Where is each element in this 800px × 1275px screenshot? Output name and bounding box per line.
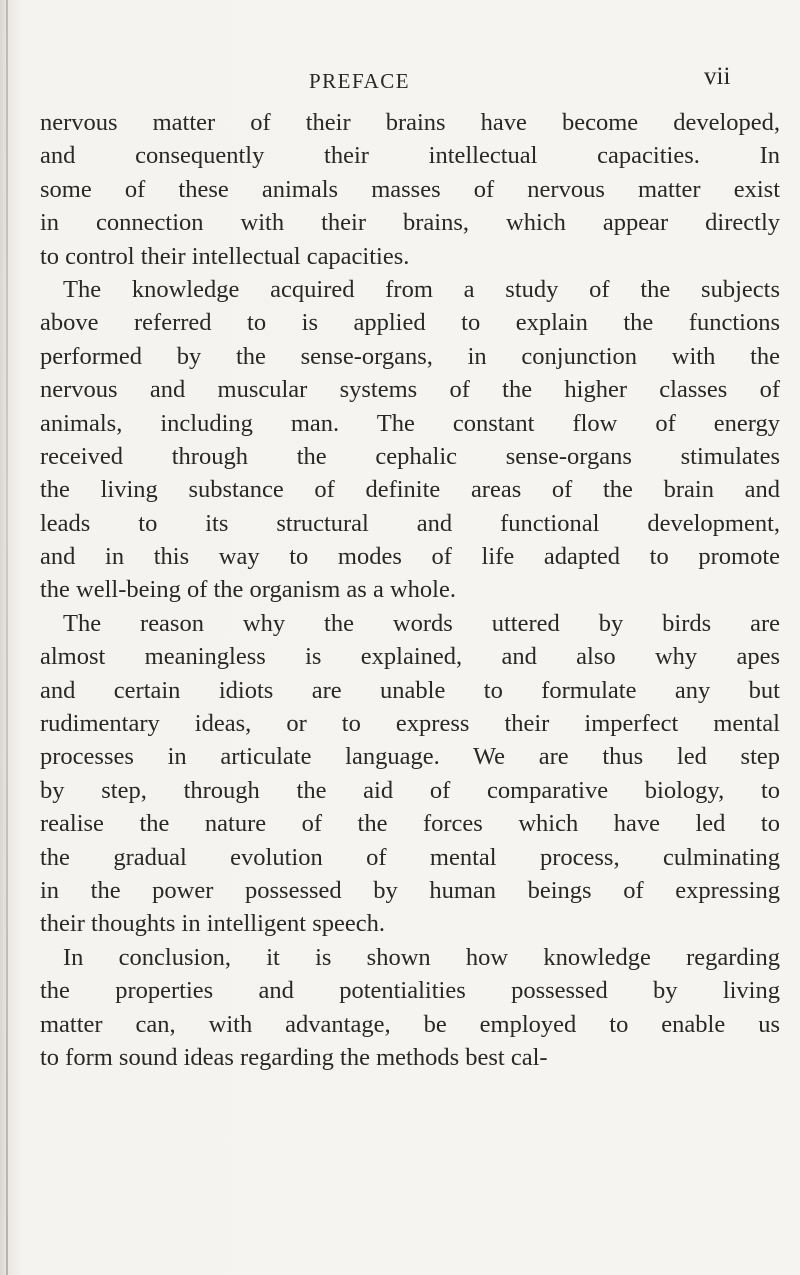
preface-text bbox=[40, 106, 780, 1074]
text-line: the well-being of the organism as a whole. bbox=[40, 576, 456, 604]
text-line: matter can, with advantage, be employed to enable us bbox=[40, 1010, 780, 1038]
text-line: received through the cephalic sense-organs stimulates bbox=[40, 442, 780, 470]
text-line: nervous and muscular systems of the higher classes of bbox=[40, 376, 780, 404]
binding-gutter bbox=[6, 0, 8, 1275]
text-line: in the power possessed by human beings of expressing bbox=[40, 876, 780, 904]
page-number: vii bbox=[704, 63, 731, 90]
text-line: above referred to is applied to explain the functions bbox=[40, 309, 780, 337]
text-line: leads to its structural and functional development, bbox=[40, 509, 780, 537]
text-line: and in this way to modes of life adapted to promote bbox=[40, 543, 780, 571]
running-head bbox=[0, 63, 800, 96]
text-line: some of these animals masses of nervous matter exist bbox=[40, 175, 780, 203]
text-line: In conclusion, it is shown how knowledge regarding bbox=[63, 943, 780, 971]
text-line: rudimentary ideas, or to express their imperfect mental bbox=[40, 710, 780, 738]
text-line: the gradual evolution of mental process, culminating bbox=[40, 843, 780, 871]
text-line: performed by the sense-organs, in conjunction with the bbox=[40, 342, 780, 370]
text-line: and certain idiots are unable to formulate any but bbox=[40, 676, 780, 704]
text-line: animals, including man. The constant flow of energy bbox=[40, 409, 780, 437]
text-line: to form sound ideas regarding the methods best cal- bbox=[40, 1043, 548, 1071]
text-line: by step, through the aid of comparative biology, to bbox=[40, 776, 780, 804]
text-line: almost meaningless is explained, and also why apes bbox=[40, 643, 780, 671]
text-line: nervous matter of their brains have become developed, bbox=[40, 109, 780, 136]
text-line: in connection with their brains, which appear directly bbox=[40, 209, 780, 237]
text-line: and consequently their intellectual capacities. In bbox=[40, 142, 780, 170]
text-line: the properties and potentialities possessed by living bbox=[40, 977, 780, 1005]
text-line: the living substance of definite areas of the brain and bbox=[40, 476, 780, 504]
text-line: realise the nature of the forces which have led to bbox=[40, 810, 780, 838]
text-line: to control their intellectual capacities. bbox=[40, 242, 410, 270]
running-title: PREFACE bbox=[309, 69, 411, 93]
text-line: The reason why the words uttered by birds are bbox=[63, 609, 780, 637]
text-line: The knowledge acquired from a study of the subjects bbox=[63, 275, 780, 303]
text-line: their thoughts in intelligent speech. bbox=[40, 910, 385, 938]
text-line: processes in articulate language. We are thus led step bbox=[40, 743, 780, 771]
